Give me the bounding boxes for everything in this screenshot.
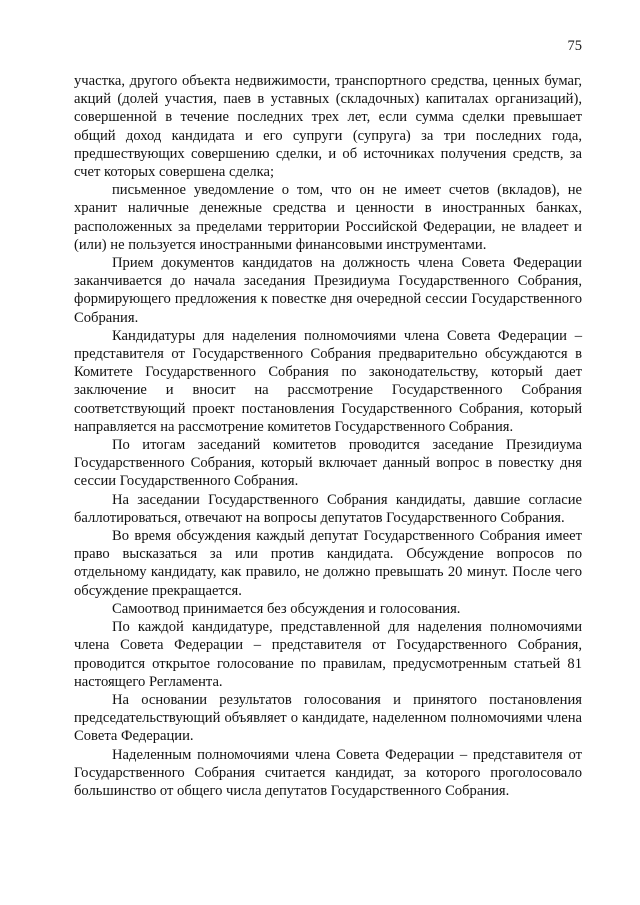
paragraph: письменное уведомление о том, что он не имеет счетов (вкладов), не хранит наличные денежные средства и ценности в иностранных банках, расположенных за пределами территории Российской Федерации, не владеет и (или) не пользуется иностранными финансовыми инструментами. — [74, 182, 582, 253]
paragraph: Во время обсуждения каждый депутат Государственного Собрания имеет право высказаться за или против кандидата. Обсуждение вопросов по отдельному кандидату, как правило, не должно превышать 20 минут. После чего обсуждение прекращается. — [74, 528, 582, 599]
paragraph: На основании результатов голосования и принятого постановления председательствующий объявляет о кандидате, наделенном полномочиями члена Совета Федерации. — [74, 691, 582, 745]
paragraph: На заседании Государственного Собрания кандидаты, давшие согласие баллотироваться, отвечают на вопросы депутатов Государственного Собрания. — [74, 491, 582, 526]
paragraph: участка, другого объекта недвижимости, транспортного средства, ценных бумаг, акций (долей участия, паев в уставных (складочных) капиталах организаций), совершенной в течение последних трех лет, если сумма сделки превышает общий доход кандидата и его супруги (супруга) за три последних года, предшествующих совершению сделки, и об источниках получения средств, за счет которых совершена сделка; — [74, 73, 582, 181]
paragraph: Наделенным полномочиями члена Совета Федерации – представителя от Государственного Собрания считается кандидат, за которого проголосовало большинство от общего числа депутатов Государственного Собрания. — [74, 746, 582, 799]
document-body — [74, 72, 582, 800]
paragraph: Самоотвод принимается без обсуждения и голосования. — [112, 600, 461, 617]
paragraph: По итогам заседаний комитетов проводится заседание Президиума Государственного Собрания, который включает данный вопрос в повестку дня сессии Государственного Собрания. — [74, 437, 582, 490]
page-number: 75 — [567, 38, 582, 54]
paragraph: По каждой кандидатуре, представленной для наделения полномочиями члена Совета Федерации – представителя от Государственного Собрания, проводится открытое голосование по правилам, предусмотренным статьей 81 настоящего Регламента. — [74, 619, 582, 690]
paragraph: Кандидатуры для наделения полномочиями члена Совета Федерации – представителя от Государственного Собрания предварительно обсуждаются в Комитете Государственного Собрания по законодательству, который дает заключение и вносит на рассмотрение Государственного Собрания соответствующий проект постановления Государственного Собрания, который направляется на рассмотрение комитетов Государственного Собрания. — [74, 327, 582, 435]
paragraph: Прием документов кандидатов на должность члена Совета Федерации заканчивается до начала заседания Президиума Государственного Собрания, формирующего предложения к повестке дня очередной сессии Государственного Собрания. — [74, 255, 582, 326]
